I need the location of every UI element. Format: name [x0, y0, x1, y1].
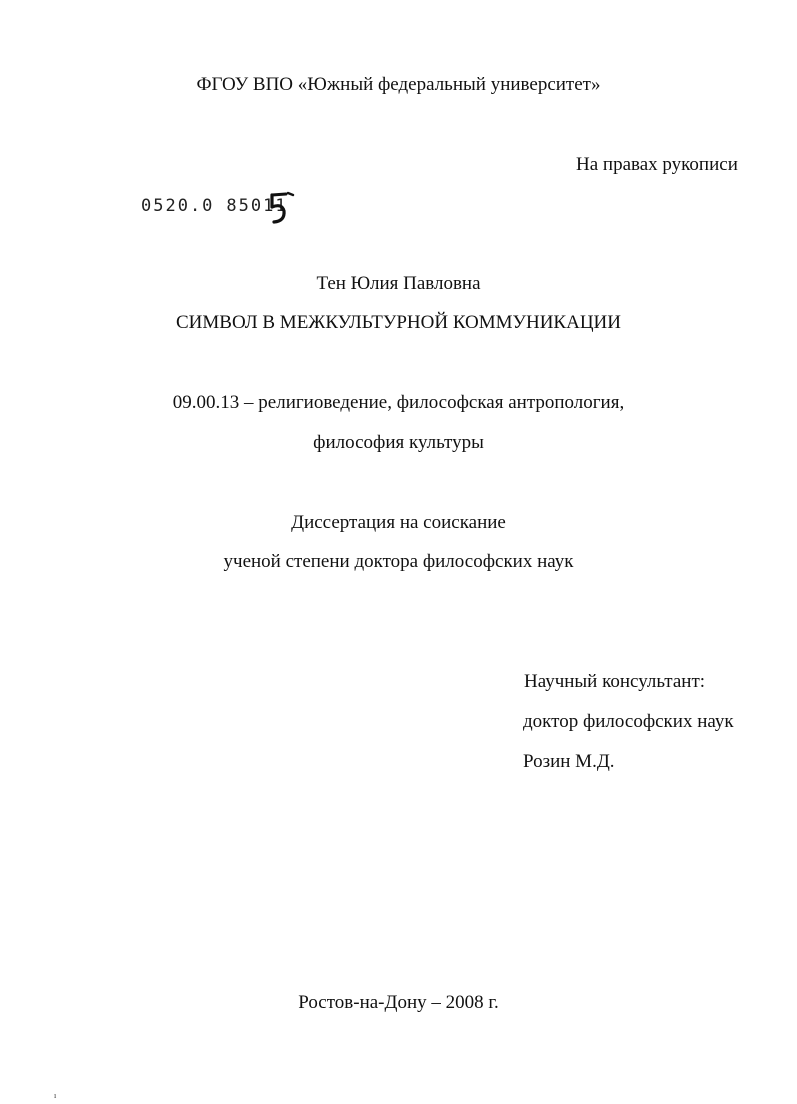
stamp-code-a: 0520.0: [141, 196, 215, 216]
specialty-line-2: философия культуры: [313, 432, 484, 453]
scan-speck: ı: [54, 1091, 57, 1100]
degree-line-2: ученой степени доктора философских наук: [223, 551, 574, 572]
consultant-label: Научный консультант:: [524, 671, 706, 692]
consultant-name: Розин М.Д.: [523, 751, 615, 772]
dissertation-title: СИМВОЛ В МЕЖКУЛЬТУРНОЙ КОММУНИКАЦИИ: [176, 312, 621, 333]
rights-note: На правах рукописи: [576, 154, 738, 175]
degree-line-1: Диссертация на соискание: [291, 512, 506, 533]
consultant-degree: доктор философских наук: [523, 711, 734, 732]
place-year: Ростов-на-Дону – 2008 г.: [298, 992, 499, 1013]
institution-name: ФГОУ ВПО «Южный федеральный университет»: [196, 74, 601, 95]
stamp-code-b: 85011: [226, 196, 288, 216]
author-name: Тен Юлия Павловна: [316, 273, 481, 294]
handwritten-digit-mark: [266, 189, 296, 227]
specialty-line-1: 09.00.13 – религиоведение, философская антропология,: [172, 392, 625, 413]
